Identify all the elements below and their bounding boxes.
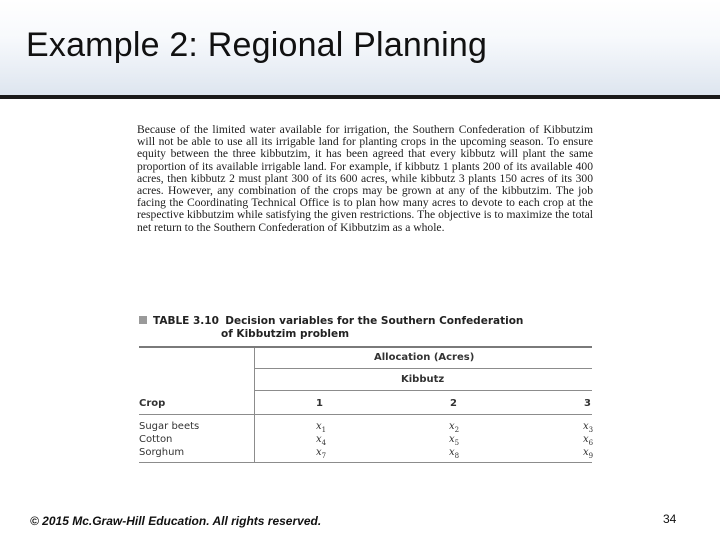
row-crop-cotton: Cotton: [139, 434, 173, 445]
table-bottom-rule: [139, 462, 592, 463]
row-crop-sorghum: Sorghum: [139, 447, 185, 458]
problem-description: Because of the limited water available for irrigation, the Southern Confederation of Kibbutzim will not be able to use all its irrigable land for planting crops in the upcoming season. To ensure equity between the three kibbutzim, it has been agreed that every kibbutz will plant the same proportion of its available irrigable land. For example, if kibbutz 1 plants 200 of its available 400 acres, then kibbutz 2 must plant 300 of its 600 acres, while kibbutz 3 plants 150 acres of its 300 acres. However, any combination of the crops may be grown at any of the kibbutzim. The job facing the Coordinating Technical Office is to plan how many acres to devote to each crop at the respective kibbutzim while satisfying the given restrictions. The objective is to maximize the total net return to the Southern Confederation of Kibbutzim as a whole.: [137, 123, 593, 234]
table-number: TABLE 3.10: [153, 315, 219, 327]
column-divider: [254, 348, 255, 462]
caption-square-icon: [139, 316, 147, 324]
caption-line-1: Decision variables for the Southern Confederation: [225, 315, 524, 327]
var-x5: $x_5$: [449, 434, 460, 447]
var-x3: $x_3$: [583, 421, 594, 434]
var-x6: $x_6$: [583, 434, 594, 447]
table-top-rule: [139, 346, 592, 348]
copyright-footer: © 2015 Mc.Graw-Hill Education. All rights reserved.: [30, 514, 322, 528]
header-kibbutz-2: 2: [450, 398, 457, 409]
table-caption: [139, 315, 599, 340]
slide-title: Example 2: Regional Planning: [26, 26, 488, 64]
page-number: 34: [663, 512, 677, 526]
row-crop-sugar-beets: Sugar beets: [139, 421, 200, 432]
header-kibbutz-3: 3: [584, 398, 591, 409]
header-kibbutz: Kibbutz: [401, 374, 445, 385]
kibbutz-rule: [254, 390, 592, 391]
allocation-rule: [254, 368, 592, 369]
var-x7: $x_7$: [316, 447, 327, 460]
title-divider: [0, 95, 720, 99]
header-kibbutz-1: 1: [316, 398, 323, 409]
var-x8: $x_8$: [449, 447, 460, 460]
var-x1: $x_1$: [316, 421, 327, 434]
var-x2: $x_2$: [449, 421, 460, 434]
header-bottom-rule: [139, 414, 592, 415]
caption-line-2: of Kibbutzim problem: [221, 328, 350, 340]
var-x4: $x_4$: [316, 434, 327, 447]
var-x9: $x_9$: [583, 447, 594, 460]
header-crop: Crop: [139, 398, 166, 409]
header-allocation: Allocation (Acres): [374, 352, 475, 363]
